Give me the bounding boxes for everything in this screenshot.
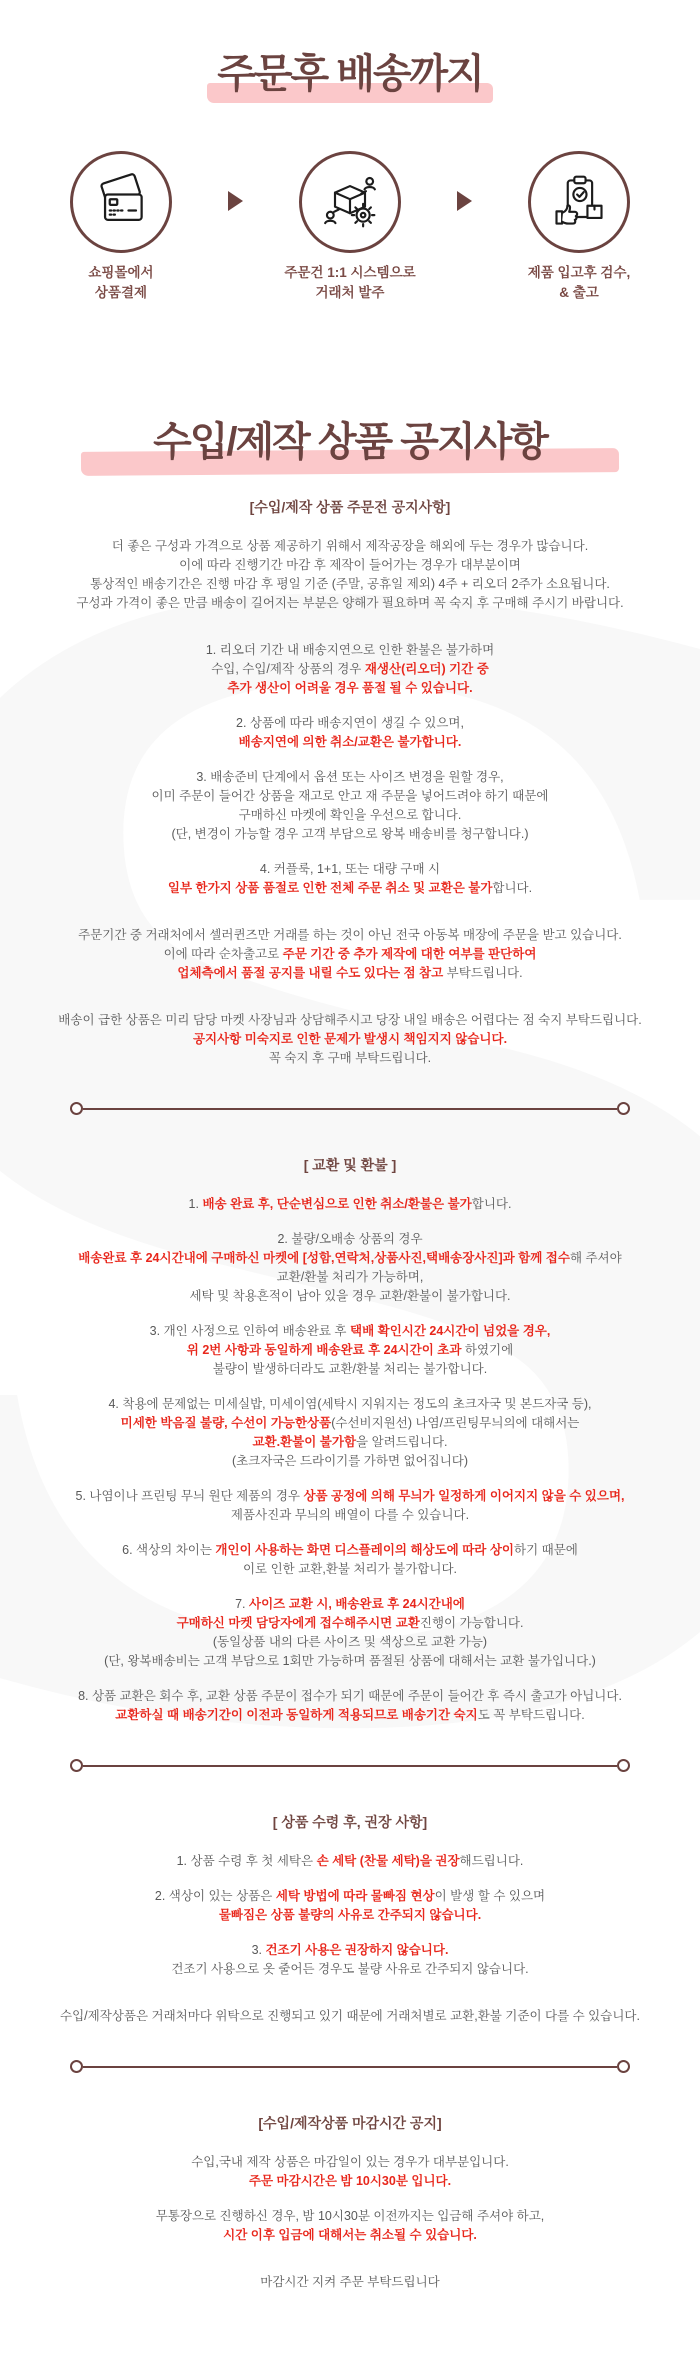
emphasis-text: 교환하실 때 배송기간이 이전과 동일하게 적용되므로 배송기간 숙지 — [115, 1708, 478, 1723]
notice-paragraph — [20, 1011, 680, 1068]
emphasis-text: 상품 공정에 의해 무늬가 일정하게 이어지지 않을 수 있으며, — [303, 1489, 625, 1504]
notice-paragraph — [20, 537, 680, 613]
arrow-right-icon — [457, 191, 472, 211]
body-text: 주문기간 중 거래처에서 셀러퀸즈만 거래를 하는 것이 아닌 전국 아동복 매장에 주문을 받고 있습니다. — [78, 928, 622, 943]
body-text: 2. 색상이 있는 상품은 — [154, 1889, 276, 1904]
body-text: 건조기 사용으로 옷 줄어든 경우도 불량 사유로 간주되지 않습니다. — [171, 1962, 529, 1977]
body-text: 이 발생 할 수 있으며 — [434, 1889, 546, 1904]
notice-paragraph — [20, 1195, 680, 1214]
body-text: 해드립니다. — [459, 1854, 524, 1869]
body-text: 1. 상품 수령 후 첫 세탁은 — [176, 1854, 317, 1869]
body-text: (동일상품 내의 다른 사이즈 및 색상으로 교환 가능) — [212, 1635, 488, 1650]
arrow-right-icon — [228, 191, 243, 211]
body-text: 불량이 발생하더라도 교환/환불 처리는 불가합니다. — [212, 1362, 488, 1377]
section-header: [ 교환 및 환불 ] — [303, 1157, 397, 1174]
notice-body — [20, 497, 680, 2292]
section-divider — [70, 2060, 630, 2073]
emphasis-text: 배송완료 후 24시간내에 구매하신 마켓에 [성함,연락처,상품사진,택배송장사진]과 함께 접수 — [78, 1251, 570, 1266]
section-divider — [70, 1759, 630, 1772]
notice-paragraph — [20, 2273, 680, 2292]
notice-paragraph — [20, 1230, 680, 1306]
body-text: 통상적인 배송기간은 진행 마감 후 평일 기준 (주말, 공휴일 제외) 4주 + 리오더 2주가 소요됩니다. — [90, 577, 610, 592]
notice-paragraph — [20, 2153, 680, 2191]
body-text: (단, 변경이 가능할 경우 고객 부담으로 왕복 배송비를 청구합니다.) — [171, 827, 529, 842]
notice-paragraph — [20, 1687, 680, 1725]
step-payment — [28, 151, 214, 302]
body-text: 도 꼭 부탁드립니다. — [477, 1708, 585, 1723]
emphasis-text: 택배 확인시간 24시간이 넘었을 경우, — [350, 1324, 551, 1339]
notice-paragraph — [20, 1852, 680, 1871]
process-title: 주문후 배송까지 — [0, 0, 700, 99]
emphasis-text: 세탁 방법에 따라 물빠짐 현상 — [275, 1889, 435, 1904]
body-text: 2. 불량/오배송 상품의 경우 — [277, 1232, 423, 1247]
body-text: 하였기에 — [464, 1343, 514, 1358]
body-text: 배송이 급한 상품은 미리 담당 마켓 사장님과 상담해주시고 당장 내일 배송은 어렵다는 점 숙지 부탁드립니다. — [58, 1013, 642, 1028]
emphasis-text: 물빠짐은 상품 불량의 사유로 간주되지 않습니다. — [218, 1908, 482, 1923]
bottom-spacer — [0, 2308, 700, 2354]
body-text: 3. — [251, 1943, 266, 1958]
emphasis-text: 시간 이후 입금에 대해서는 취소될 수 있습니다. — [223, 2228, 477, 2243]
notice-paragraph — [20, 2207, 680, 2245]
body-text: 마감시간 지켜 주문 부탁드립니다 — [260, 2275, 440, 2290]
emphasis-text: 교환.환불이 불가함 — [252, 1435, 357, 1450]
notice-paragraph — [20, 641, 680, 698]
body-text: 해 주셔야 — [569, 1251, 622, 1266]
body-text: 제품사진과 무늬의 배열이 다를 수 있습니다. — [230, 1508, 470, 1523]
notice-title-section — [0, 410, 700, 467]
body-text: 을 알려드립니다. — [356, 1435, 448, 1450]
notice-title: 수입/제작 상품 공지사항 — [0, 410, 700, 467]
step-caption: 주문건 1:1 시스템으로 거래처 발주 — [284, 265, 416, 300]
order-process-section — [0, 0, 700, 302]
step-order-system — [257, 151, 443, 302]
emphasis-text: 업체측에서 품절 공지를 내릴 수도 있다는 점 참고 — [177, 966, 447, 981]
notice-paragraph — [20, 860, 680, 898]
emphasis-text: 재생산(리오더) 기간 중 — [364, 662, 489, 677]
emphasis-text: 건조기 사용은 권장하지 않습니다. — [265, 1943, 449, 1958]
divider-line — [83, 2066, 617, 2068]
step-caption: 쇼핑몰에서 상품결제 — [88, 265, 154, 300]
body-text: 수입,국내 제작 상품은 마감일이 있는 경우가 대부분입니다. — [191, 2155, 509, 2170]
body-text: 4. 커플룩, 1+1, 또는 대량 구매 시 — [259, 862, 441, 877]
section-header: [수입/제작상품 마감시간 공지] — [258, 2115, 442, 2132]
body-text: 합니다. — [492, 881, 533, 896]
notice-paragraph — [20, 1395, 680, 1471]
body-text: 합니다. — [471, 1197, 512, 1212]
notice-paragraph — [20, 768, 680, 844]
body-text: 하기 때문에 — [514, 1543, 578, 1558]
credit-card-icon — [70, 151, 172, 253]
body-text: (단, 왕복배송비는 고객 부담으로 1회만 가능하며 품절된 상품에 대해서는 교환 불가입니다.) — [104, 1654, 596, 1669]
emphasis-text: 주문 마감시간은 밤 10시30분 입니다. — [248, 2174, 452, 2189]
body-text: 꼭 숙지 후 구매 부탁드립니다. — [268, 1051, 432, 1066]
body-text: 진행이 가능합니다. — [419, 1616, 524, 1631]
body-text: 구매하신 마켓에 확인을 우선으로 합니다. — [238, 808, 462, 823]
notice-paragraph — [20, 926, 680, 983]
notice-paragraph — [20, 1595, 680, 1671]
emphasis-text: 사이즈 교환 시, 배송완료 후 24시간내에 — [249, 1597, 465, 1612]
body-text: 1. — [188, 1197, 203, 1212]
emphasis-text: 구매하신 마켓 담당자에게 접수해주시면 교환 — [176, 1616, 420, 1631]
notice-paragraph — [20, 1941, 680, 1979]
body-text: 8. 상품 교환은 회수 후, 교환 상품 주문이 접수가 되기 때문에 주문이 들어간 후 즉시 출고가 아닙니다. — [78, 1689, 622, 1704]
notice-paragraph — [20, 1887, 680, 1925]
divider-end-dot — [70, 1759, 83, 1772]
body-text: 더 좋은 구성과 가격으로 상품 제공하기 위해서 제작공장을 해외에 두는 경우가 많습니다. — [111, 539, 589, 554]
body-text: 4. 착용에 문제없는 미세실밥, 미세이염(세탁시 지워지는 정도의 초크자국 및 본드자국 등), — [108, 1397, 592, 1412]
section-header: [수입/제작 상품 주문전 공지사항] — [249, 499, 451, 516]
divider-end-dot — [70, 2060, 83, 2073]
emphasis-text: 주문 기간 중 추가 제작에 대한 여부를 판단하여 — [282, 947, 537, 962]
emphasis-text: 위 2번 사항과 동일하게 배송완료 후 24시간이 초과 — [186, 1343, 465, 1358]
body-text: 부탁드립니다. — [446, 966, 523, 981]
order-process-steps — [0, 151, 700, 302]
body-text: 2. 상품에 따라 배송지연이 생길 수 있으며, — [236, 716, 464, 731]
step-caption: 제품 입고후 검수, & 출고 — [527, 265, 631, 300]
divider-end-dot — [617, 1102, 630, 1115]
emphasis-text: 배송지연에 의한 취소/교환은 불가합니다. — [238, 735, 462, 750]
divider-end-dot — [617, 1759, 630, 1772]
body-text: 5. 나염이나 프린팅 무늬 원단 제품의 경우 — [75, 1489, 304, 1504]
divider-end-dot — [617, 2060, 630, 2073]
body-text: 6. 색상의 차이는 — [122, 1543, 216, 1558]
notice-paragraph — [20, 1487, 680, 1525]
step-inspection — [486, 151, 672, 302]
body-text: (초크자국은 드라이기를 가하면 없어집니다) — [231, 1454, 469, 1469]
notice-paragraph — [20, 1541, 680, 1579]
emphasis-text: 개인이 사용하는 화면 디스플레이의 해상도에 따라 상이 — [215, 1543, 514, 1558]
order-system-icon — [299, 151, 401, 253]
body-text: 3. 개인 사정으로 인하여 배송완료 후 — [149, 1324, 350, 1339]
body-text: 교환/환불 처리가 가능하며, — [276, 1270, 424, 1285]
section-header: [ 상품 수령 후, 권장 사항] — [272, 1814, 428, 1831]
emphasis-text: 미세한 박음질 불량, 수선이 가능한상품 — [120, 1416, 332, 1431]
body-text: 수입, 수입/제작 상품의 경우 — [211, 662, 365, 677]
body-text: (수선비지원선) 나염/프린팅무늬의에 대해서는 — [331, 1416, 580, 1431]
emphasis-text: 일부 한가지 상품 품절로 인한 전체 주문 취소 및 교환은 불가 — [167, 881, 493, 896]
notice-paragraph — [20, 1322, 680, 1379]
inspect-ship-icon — [528, 151, 630, 253]
body-text: 구성과 가격이 좋은 만큼 배송이 길어지는 부분은 양해가 필요하며 꼭 숙지 후 구매해 주시기 바랍니다. — [76, 596, 624, 611]
emphasis-text: 추가 생산이 어려울 경우 품절 될 수 있습니다. — [227, 681, 473, 696]
body-text: 7. — [235, 1597, 250, 1612]
body-text: 이미 주문이 들어간 상품을 재고로 안고 재 주문을 넣어드려야 하기 때문에 — [151, 789, 549, 804]
emphasis-text: 배송 완료 후, 단순변심으로 인한 취소/환불은 불가 — [202, 1197, 472, 1212]
body-text: 이에 따라 진행기간 마감 후 제작이 들어가는 경우가 대부분이며 — [179, 558, 521, 573]
body-text: 이로 인한 교환,환불 처리가 불가합니다. — [242, 1562, 458, 1577]
emphasis-text: 공지사항 미숙지로 인한 문제가 발생시 책임지지 않습니다. — [192, 1032, 508, 1047]
divider-line — [83, 1108, 617, 1110]
divider-line — [83, 1765, 617, 1767]
body-text: 무통장으로 진행하신 경우, 밤 10시30분 이전까지는 입금해 주셔야 하고, — [155, 2209, 545, 2224]
body-text: 1. 리오더 기간 내 배송지연으로 인한 환불은 불가하며 — [205, 643, 495, 658]
notice-paragraph — [20, 2007, 680, 2026]
divider-end-dot — [70, 1102, 83, 1115]
body-text: 3. 배송준비 단계에서 옵션 또는 사이즈 변경을 원할 경우, — [196, 770, 504, 785]
body-text: 이에 따라 순차출고로 — [163, 947, 283, 962]
body-text: 세탁 및 착용흔적이 남아 있을 경우 교환/환불이 불가합니다. — [189, 1289, 511, 1304]
emphasis-text: 손 세탁 (찬물 세탁)을 권장 — [316, 1854, 460, 1869]
section-divider — [70, 1102, 630, 1115]
body-text: 수입/제작상품은 거래처마다 위탁으로 진행되고 있기 때문에 거래처별로 교환,환불 기준이 다를 수 있습니다. — [60, 2009, 640, 2024]
notice-paragraph — [20, 714, 680, 752]
